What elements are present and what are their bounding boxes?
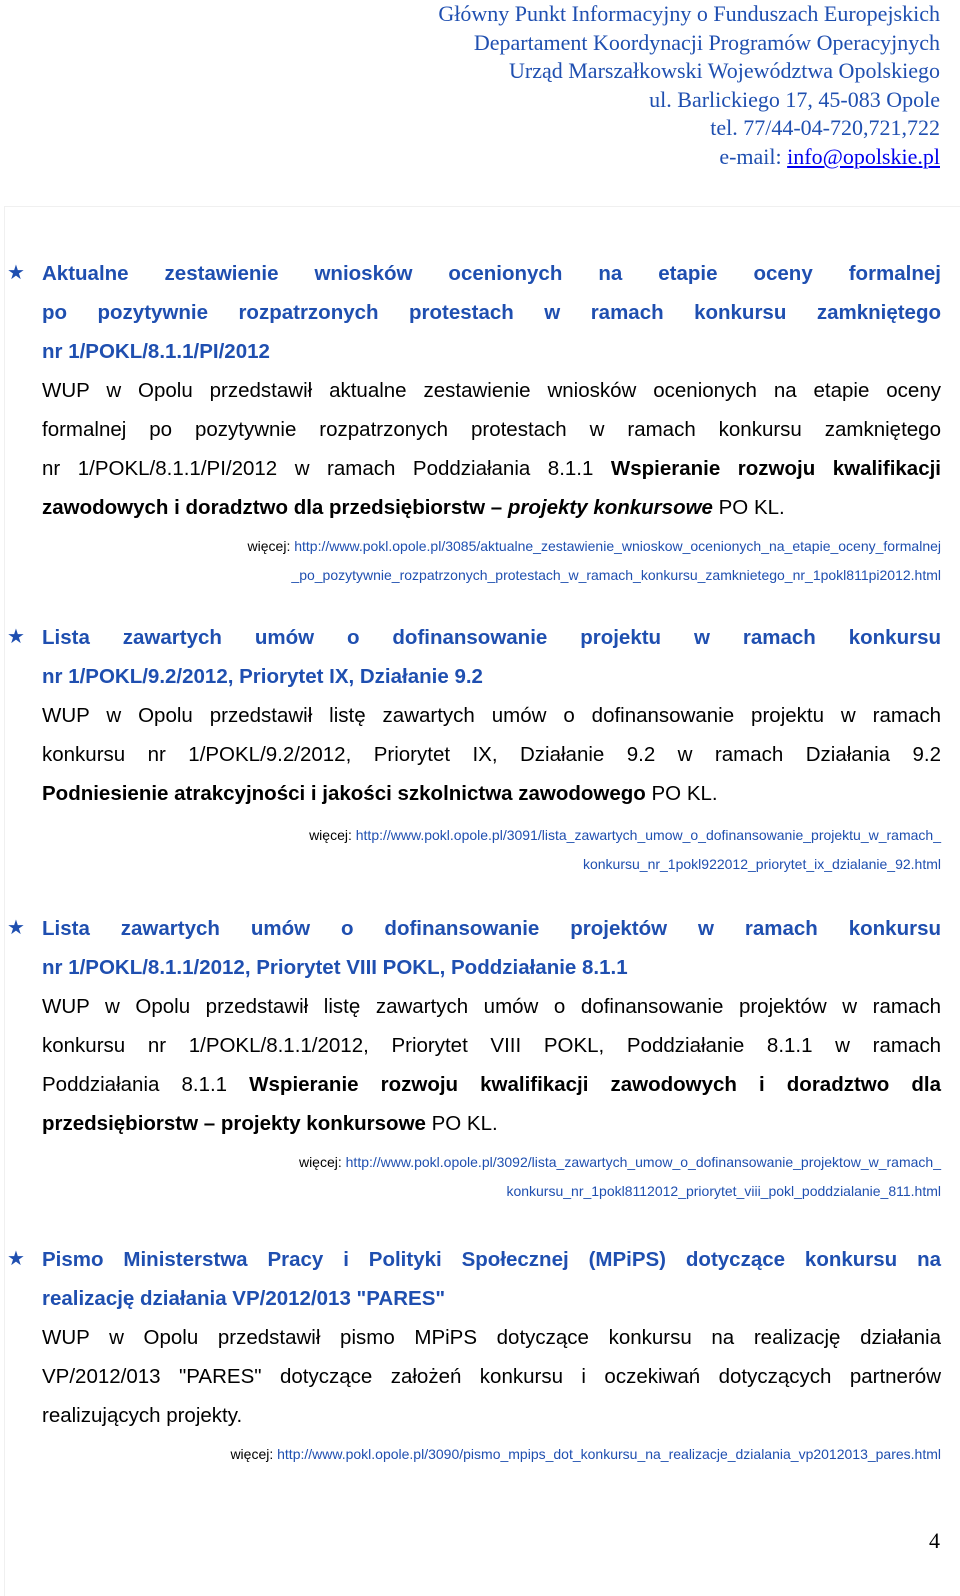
more-url-link[interactable]: http://www.pokl.opole.pl/3090/pismo_mpips_dot_konkursu_na_realizacje_dzialania_vp2012013_pares.html xyxy=(277,1446,941,1462)
email-link[interactable]: info@opolskie.pl xyxy=(787,143,940,169)
title-line: realizację działania VP/2012/013 "PARES" xyxy=(42,1287,446,1310)
news-item-1-body xyxy=(42,371,941,527)
header-address: ul. Barlickiego 17, 45-083 Opole xyxy=(649,86,940,112)
body-text: nr 1/POKL/8.1.1/PI/2012 w ramach Poddziałania 8.1.1 xyxy=(42,457,611,480)
body-line xyxy=(42,1104,941,1143)
header-line-2: Departament Koordynacji Programów Operacyjnych xyxy=(473,29,940,55)
more-url-link[interactable]: http://www.pokl.opole.pl/3091/lista_zawartych_umow_o_dofinansowanie_projektu_w_ramach_ xyxy=(355,827,941,843)
body-bold-text: Wspieranie rozwoju kwalifikacji zawodowych i doradztwo dla xyxy=(249,1073,941,1096)
body-text: PO KL. xyxy=(425,1112,498,1135)
star-bullet-icon: ★ xyxy=(7,917,25,939)
body-bold-text: zawodowych i doradztwo dla przedsiębiorstw – xyxy=(42,496,508,519)
letterhead xyxy=(438,0,940,172)
body-line: konkursu nr 1/POKL/9.2/2012, Priorytet IX, Działanie 9.2 w ramach Działania 9.2 xyxy=(42,743,941,766)
title-line: Pismo Ministerstwa Pracy i Polityki Społecznej (MPiPS) dotyczące konkursu na xyxy=(42,1248,941,1271)
more-url-link[interactable]: konkursu_nr_1pokl922012_priorytet_ix_dzialanie_92.html xyxy=(582,856,941,872)
more-line xyxy=(5,821,941,850)
more-url-link[interactable]: konkursu_nr_1pokl8112012_priorytet_viii_pokl_poddzialanie_811.html xyxy=(506,1183,941,1199)
more-line xyxy=(5,1440,941,1469)
body-line: VP/2012/013 "PARES" dotyczące założeń konkursu i oczekiwań dotyczących partnerów xyxy=(42,1365,941,1388)
body-line: WUP w Opolu przedstawił listę zawartych umów o dofinansowanie projektów w ramach xyxy=(42,995,941,1018)
title-line: Lista zawartych umów o dofinansowanie projektów w ramach konkursu xyxy=(42,917,941,940)
more-line xyxy=(5,850,941,879)
title-line: Aktualne zestawienie wniosków ocenionych na etapie oceny formalnej xyxy=(42,262,941,285)
news-item-3-title xyxy=(42,909,941,987)
page-number: 4 xyxy=(929,1528,940,1553)
title-line: nr 1/POKL/8.1.1/PI/2012 xyxy=(42,340,270,363)
news-item-4 xyxy=(5,1240,960,1469)
more-url-link[interactable]: http://www.pokl.opole.pl/3092/lista_zawartych_umow_o_dofinansowanie_projektow_w_ramach_ xyxy=(345,1154,941,1170)
body-text: PO KL. xyxy=(712,496,785,519)
body-bold-text: Podniesienie atrakcyjności i jakości szkolnictwa zawodowego xyxy=(42,782,646,805)
more-link-block xyxy=(5,821,941,879)
more-link-block xyxy=(5,1440,941,1469)
body-line: WUP w Opolu przedstawił aktualne zestawienie wniosków ocenionych na etapie oceny xyxy=(42,379,941,402)
news-item-2-title xyxy=(42,618,941,696)
title-line: nr 1/POKL/9.2/2012, Priorytet IX, Działanie 9.2 xyxy=(42,665,483,688)
body-line: realizujących projekty. xyxy=(42,1404,243,1427)
more-label: więcej: xyxy=(298,1154,346,1170)
header-line-3: Urząd Marszałkowski Województwa Opolskiego xyxy=(509,58,940,84)
title-line: nr 1/POKL/8.1.1/2012, Priorytet VIII POKL, Poddziałanie 8.1.1 xyxy=(42,956,628,979)
header-line-1: Główny Punkt Informacyjny o Funduszach Europejskich xyxy=(438,1,940,26)
more-line xyxy=(5,1148,941,1177)
news-item-3-body xyxy=(42,987,941,1143)
more-link-block xyxy=(5,532,941,590)
body-bold-text: Wspieranie rozwoju kwalifikacji xyxy=(610,457,941,480)
title-line: Lista zawartych umów o dofinansowanie projektu w ramach konkursu xyxy=(42,626,941,649)
title-line: po pozytywnie rozpatrzonych protestach w ramach konkursu zamkniętego xyxy=(42,301,941,324)
body-line: WUP w Opolu przedstawił listę zawartych umów o dofinansowanie projektu w ramach xyxy=(42,704,941,727)
news-item-4-body xyxy=(42,1318,941,1435)
star-bullet-icon: ★ xyxy=(7,262,25,284)
more-label: więcej: xyxy=(230,1446,278,1462)
body-text: PO KL. xyxy=(645,782,718,805)
body-line: WUP w Opolu przedstawił pismo MPiPS dotyczące konkursu na realizację działania xyxy=(42,1326,941,1349)
news-content xyxy=(4,206,960,1596)
header-email-line xyxy=(438,143,940,172)
more-label: więcej: xyxy=(309,827,356,843)
more-url-link[interactable]: _po_pozytywnie_rozpatrzonych_protestach_w_ramach_konkursu_zamknietego_nr_1pokl811pi2012.html xyxy=(291,567,941,583)
body-line: konkursu nr 1/POKL/8.1.1/2012, Priorytet VIII POKL, Poddziałanie 8.1.1 w ramach xyxy=(42,1034,941,1057)
body-text: Poddziałania 8.1.1 xyxy=(42,1073,250,1096)
more-label: więcej: xyxy=(247,538,295,554)
star-bullet-icon: ★ xyxy=(7,626,25,648)
header-phone: tel. 77/44-04-720,721,722 xyxy=(710,115,940,141)
body-line xyxy=(42,1065,941,1104)
news-item-4-title xyxy=(42,1240,941,1318)
body-line: formalnej po pozytywnie rozpatrzonych protestach w ramach konkursu zamkniętego xyxy=(42,418,941,441)
body-line xyxy=(42,449,941,488)
news-item-3 xyxy=(5,909,960,1206)
header-email-label: e-mail: xyxy=(719,143,788,169)
body-line xyxy=(42,774,941,813)
body-line xyxy=(42,488,941,527)
more-line xyxy=(5,1177,941,1206)
body-bold-text: przedsiębiorstw – projekty konkursowe xyxy=(42,1112,426,1135)
more-line xyxy=(5,561,941,590)
news-item-1-title xyxy=(42,254,941,371)
star-bullet-icon: ★ xyxy=(7,1248,25,1270)
body-bold-italic-text: projekty konkursowe xyxy=(507,496,713,519)
more-line xyxy=(5,532,941,561)
more-link-block xyxy=(5,1148,941,1206)
news-item-2-body xyxy=(42,696,941,813)
news-item-1 xyxy=(5,254,960,590)
news-item-2 xyxy=(5,618,960,879)
more-url-link[interactable]: http://www.pokl.opole.pl/3085/aktualne_zestawienie_wnioskow_ocenionych_na_etapie_oceny_formalnej xyxy=(294,538,941,554)
